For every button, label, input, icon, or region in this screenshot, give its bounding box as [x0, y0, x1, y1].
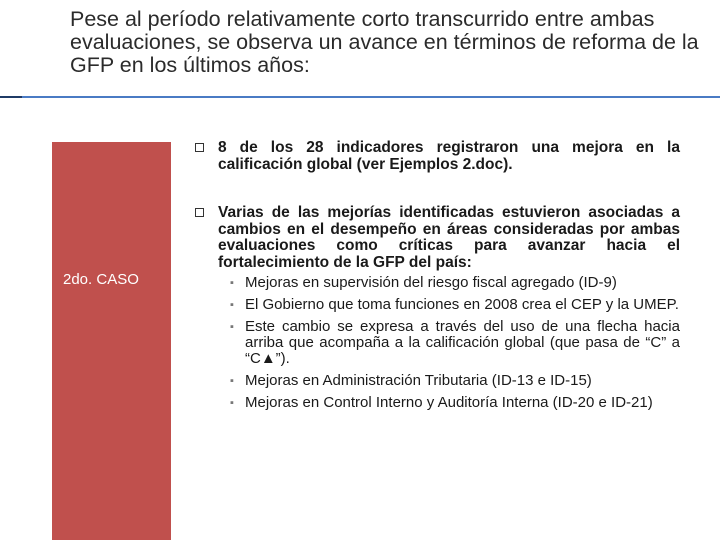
small-square-bullet-icon: ▪ — [230, 397, 234, 409]
small-square-bullet-icon: ▪ — [230, 277, 234, 289]
sub-bullet-item — [230, 275, 680, 291]
bullet-text: Varias de las mejorías identificadas estuvieron asociadas a cambios en el desempeño en áreas consideradas por ambas evaluaciones como críticas para avanzar hacia el fortalecimiento de la GFP del país: — [218, 204, 680, 271]
bullet-item — [195, 205, 680, 271]
small-square-bullet-icon: ▪ — [230, 375, 234, 387]
small-square-bullet-icon: ▪ — [230, 321, 234, 333]
square-bullet-icon — [195, 208, 204, 217]
title-rule-left — [0, 96, 22, 98]
content-area — [195, 140, 680, 411]
sub-bullet-list — [230, 275, 680, 411]
sub-bullet-text: Mejoras en supervisión del riesgo fiscal agregado (ID-9) — [245, 274, 617, 291]
side-panel — [52, 142, 171, 540]
sub-bullet-text: El Gobierno que toma funciones en 2008 crea el CEP y la UMEP. — [245, 296, 679, 313]
sub-bullet-item — [230, 297, 680, 313]
case-label: 2do. CASO — [63, 271, 139, 288]
sub-bullet-text: Mejoras en Control Interno y Auditoría Interna (ID-20 e ID-21) — [245, 394, 653, 411]
sub-bullet-item — [230, 319, 680, 367]
slide-title: Pese al período relativamente corto transcurrido entre ambas evaluaciones, se observa un avance en términos de reforma de la GFP en los últimos años: — [70, 7, 699, 77]
square-bullet-icon — [195, 143, 204, 152]
bullet-text: 8 de los 28 indicadores registraron una mejora en la calificación global (ver Ejemplos 2.doc). — [218, 139, 680, 173]
sub-bullet-item — [230, 395, 680, 411]
sub-bullet-item — [230, 373, 680, 389]
small-square-bullet-icon: ▪ — [230, 299, 234, 311]
bullet-item — [195, 140, 680, 173]
sub-bullet-text: Este cambio se expresa a través del uso de una flecha hacia arriba que acompaña a la calificación global (que pasa de “C” a “C▲”). — [245, 318, 680, 367]
title-rule-right — [22, 96, 720, 98]
sub-bullet-text: Mejoras en Administración Tributaria (ID-13 e ID-15) — [245, 372, 592, 389]
